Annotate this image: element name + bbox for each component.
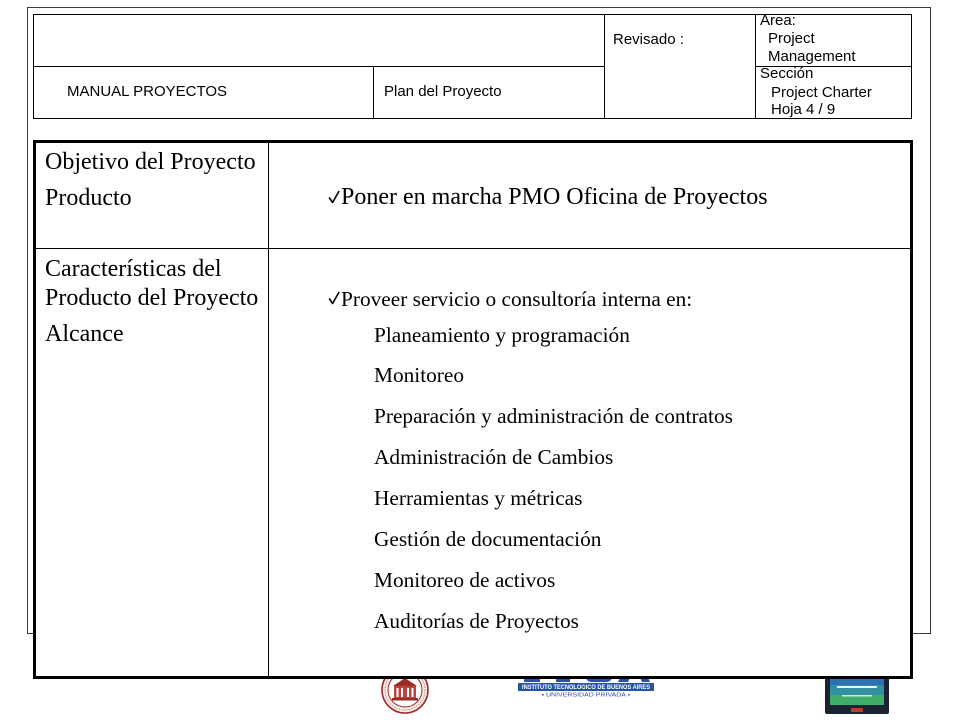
objective-bullet-text: Poner en marcha PMO Oficina de Proyectos	[341, 184, 768, 210]
list-item: Preparación y administración de contratos	[374, 404, 733, 429]
list-item: Monitoreo	[374, 363, 465, 388]
manual-title: MANUAL PROYECTOS	[67, 83, 228, 100]
itba-tagline: UNIVERSIDAD PRIVADA	[546, 692, 627, 698]
list-item: Monitoreo de activos	[374, 567, 556, 592]
revisado-label: Revisado :	[613, 31, 684, 48]
list-item: Auditorías de Proyectos	[374, 608, 579, 633]
seal-column	[397, 688, 399, 697]
seccion-label: Sección	[760, 65, 814, 82]
characteristics-label-line: Características del	[45, 256, 222, 282]
scope-bullet-text: Proveer servicio o consultoría interna en:	[341, 287, 693, 311]
monitor-screen-line	[842, 695, 872, 697]
check-icon	[328, 190, 340, 204]
section-title: Plan del Proyecto	[384, 83, 502, 100]
list-item: Administración de Cambios	[374, 445, 614, 470]
list-item: Gestión de documentación	[374, 526, 602, 551]
list-item: Herramientas y métricas	[374, 486, 583, 511]
characteristics-label-line: Producto del Proyecto	[45, 285, 259, 311]
product-label: Producto	[45, 185, 132, 211]
scope-label: Alcance	[45, 321, 124, 347]
seal-column	[401, 688, 403, 697]
table-row-divider	[36, 248, 910, 249]
page-indicator: Hoja 4 / 9	[771, 101, 836, 118]
itba-institute-name: INSTITUTO TECNOLOGICO DE BUENOS AIRES	[522, 684, 650, 692]
seccion-value: Project Charter	[771, 84, 872, 101]
area-value-line: Management	[768, 48, 856, 65]
document-header-table	[33, 14, 912, 119]
project-charter-table	[33, 140, 913, 679]
monitor-screen-line	[837, 686, 877, 688]
check-icon-stroke	[330, 293, 339, 304]
service-list	[374, 315, 733, 642]
objective-label: Objetivo del Proyecto	[45, 149, 256, 175]
area-value-line: Project	[768, 30, 815, 47]
itba-tagline-dot	[542, 694, 544, 696]
list-item: Planeamiento y programación	[374, 322, 630, 347]
monitor-base-mark	[851, 708, 863, 712]
seal-column	[407, 688, 409, 697]
area-label: Area:	[760, 12, 796, 29]
check-icon	[328, 291, 340, 305]
header-column-divider	[604, 14, 605, 119]
check-icon-stroke	[330, 192, 339, 203]
header-column-divider	[755, 14, 756, 119]
seal-building-base	[392, 698, 418, 701]
header-row-divider-left	[33, 66, 604, 67]
header-column-divider	[373, 66, 374, 119]
seal-column	[412, 688, 414, 697]
itba-tagline-dot	[628, 694, 630, 696]
table-column-divider	[268, 143, 269, 676]
